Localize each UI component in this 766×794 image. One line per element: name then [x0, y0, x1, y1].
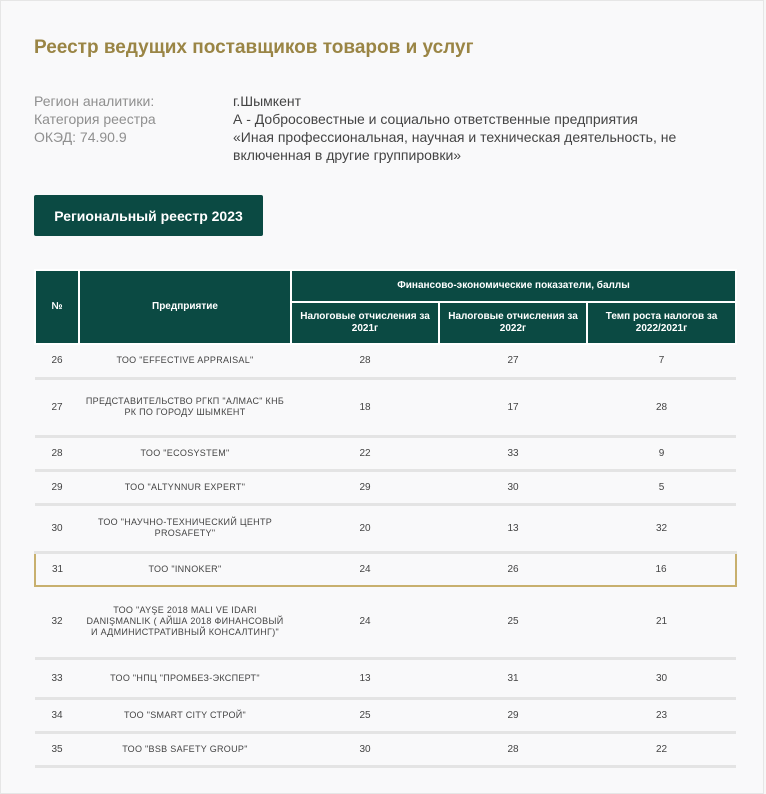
- tax-2022-score: 25: [439, 586, 587, 658]
- info-oked: [34, 128, 734, 164]
- enterprise-name: ТОО "BSB SAFETY GROUP": [79, 732, 291, 766]
- enterprise-name: ТОО "AYŞE 2018 MALI VE IDARI DANIŞMANLIK ( АЙША 2018 ФИНАНСОВЫЙ И АДМИНИСТРАТИВНЫЙ КОНСАЛТИНГ)": [79, 586, 291, 658]
- registry-info: [34, 92, 734, 164]
- column-header-tax-2022: Налоговые отчисления за 2022г: [439, 302, 587, 344]
- row-number: 32: [35, 586, 79, 658]
- row-number: 28: [35, 436, 79, 470]
- tax-2021-score: 25: [291, 698, 439, 732]
- tax-2021-score: 22: [291, 436, 439, 470]
- tax-2021-score: 24: [291, 552, 439, 586]
- tax-growth-score: 9: [587, 436, 736, 470]
- tax-2021-score: 24: [291, 586, 439, 658]
- row-number: 35: [35, 732, 79, 766]
- info-label: ОКЭД: 74.90.9: [34, 129, 127, 145]
- tax-2022-score: 13: [439, 504, 587, 552]
- row-number: 30: [35, 504, 79, 552]
- info-region: [34, 92, 734, 110]
- enterprise-name: ПРЕДСТАВИТЕЛЬСТВО РГКП "АЛМАС" КНБ РК ПО ГОРОДУ ШЫМКЕНТ: [79, 378, 291, 436]
- tax-growth-score: 22: [587, 732, 736, 766]
- table-row[interactable]: [35, 436, 736, 470]
- enterprise-name: ТОО "ECOSYSTEM": [79, 436, 291, 470]
- tax-2021-score: 30: [291, 732, 439, 766]
- row-number: 26: [35, 344, 79, 378]
- tax-2022-score: 33: [439, 436, 587, 470]
- row-number: 34: [35, 698, 79, 732]
- row-number: 33: [35, 658, 79, 698]
- registry-table: [34, 269, 737, 768]
- tax-growth-score: 7: [587, 344, 736, 378]
- table-row[interactable]: [35, 504, 736, 552]
- tax-2021-score: 13: [291, 658, 439, 698]
- tax-2022-score: 29: [439, 698, 587, 732]
- column-header-number: №: [35, 270, 79, 344]
- tax-2022-score: 27: [439, 344, 587, 378]
- tax-2022-score: 26: [439, 552, 587, 586]
- tax-growth-score: 30: [587, 658, 736, 698]
- row-number: 31: [35, 552, 79, 586]
- tax-2021-score: 18: [291, 378, 439, 436]
- tax-2021-score: 20: [291, 504, 439, 552]
- info-label: Категория реестра: [34, 111, 156, 127]
- tax-growth-score: 32: [587, 504, 736, 552]
- tax-2021-score: 29: [291, 470, 439, 504]
- enterprise-name: ТОО "НПЦ "ПРОМБЕЗ-ЭКСПЕРТ": [79, 658, 291, 698]
- row-number: 27: [35, 378, 79, 436]
- table-row[interactable]: [35, 470, 736, 504]
- table-row[interactable]: [35, 658, 736, 698]
- table-row[interactable]: [35, 378, 736, 436]
- info-value: г.Шымкент: [233, 93, 302, 109]
- enterprise-name: ТОО "EFFECTIVE APPRAISAL": [79, 344, 291, 378]
- table-row[interactable]: [35, 552, 736, 586]
- table-row[interactable]: [35, 698, 736, 732]
- row-number: 29: [35, 470, 79, 504]
- info-label: Регион аналитики:: [34, 93, 155, 109]
- info-value: А - Добросовестные и социально ответственные предприятия: [233, 111, 638, 127]
- table-row[interactable]: [35, 732, 736, 766]
- tax-growth-score: 5: [587, 470, 736, 504]
- tax-2022-score: 31: [439, 658, 587, 698]
- column-group-header: Финансово-экономические показатели, баллы: [291, 270, 736, 302]
- tax-growth-score: 28: [587, 378, 736, 436]
- table-row[interactable]: [35, 344, 736, 378]
- tax-growth-score: 16: [587, 552, 736, 586]
- tax-2022-score: 28: [439, 732, 587, 766]
- tax-2021-score: 28: [291, 344, 439, 378]
- enterprise-name: ТОО "INNOKER": [79, 552, 291, 586]
- enterprise-name: ТОО "НАУЧНО-ТЕХНИЧЕСКИЙ ЦЕНТР PROSAFETY": [79, 504, 291, 552]
- page-title: Реестр ведущих поставщиков товаров и услуг: [34, 37, 474, 58]
- enterprise-name: ТОО "ALTYNNUR EXPERT": [79, 470, 291, 504]
- table-row[interactable]: [35, 586, 736, 658]
- column-header-enterprise: Предприятие: [79, 270, 291, 344]
- column-header-tax-2021: Налоговые отчисления за 2021г: [291, 302, 439, 344]
- tax-2022-score: 30: [439, 470, 587, 504]
- column-header-tax-growth: Темп роста налогов за 2022/2021г: [587, 302, 736, 344]
- regional-registry-button[interactable]: Региональный реестр 2023: [34, 195, 263, 236]
- info-value: «Иная профессиональная, научная и техническая деятельность, не включенная в другие группировки»: [233, 129, 677, 163]
- table-body: [35, 344, 736, 766]
- info-category: [34, 110, 734, 128]
- tax-2022-score: 17: [439, 378, 587, 436]
- tax-growth-score: 21: [587, 586, 736, 658]
- tax-growth-score: 23: [587, 698, 736, 732]
- enterprise-name: ТОО "SMART CITY СТРОЙ": [79, 698, 291, 732]
